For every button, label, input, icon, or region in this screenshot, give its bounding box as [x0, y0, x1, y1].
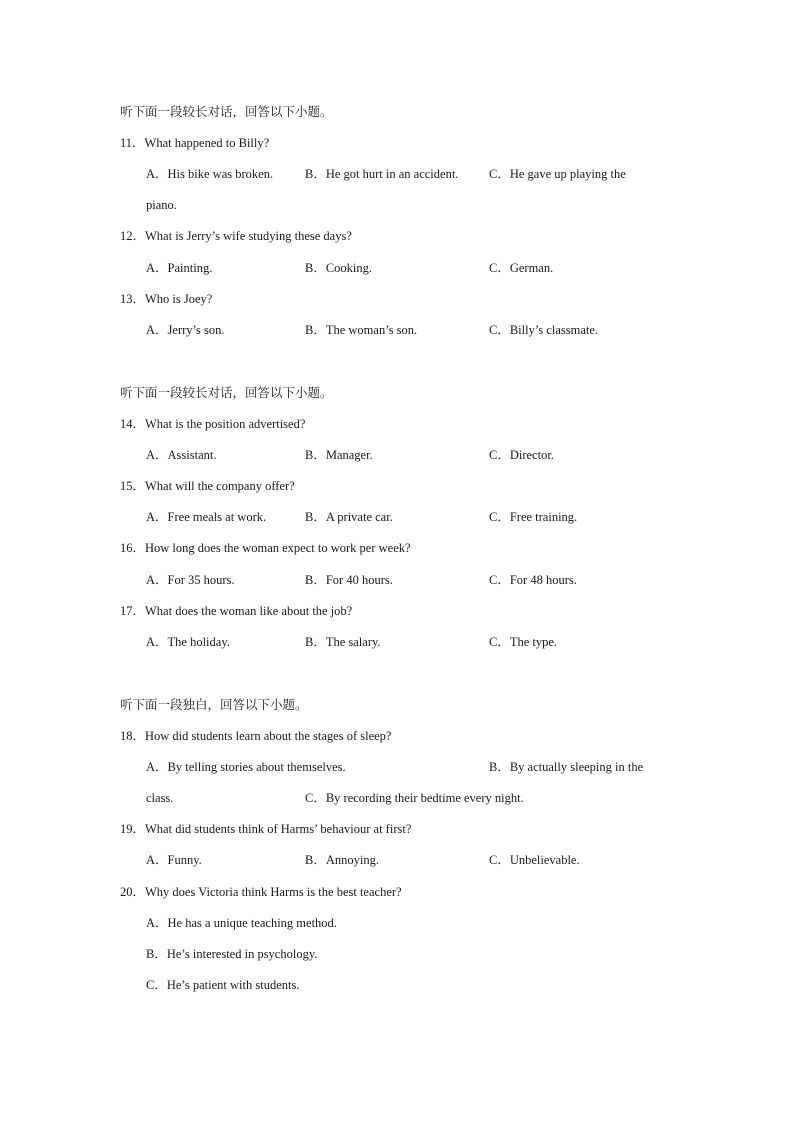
- option-b: B．Manager.: [305, 448, 373, 462]
- question-stem: 11．What happened to Billy?: [120, 136, 270, 150]
- question-stem: 20．Why does Victoria think Harms is the best teacher?: [120, 885, 402, 899]
- question-stem: 17．What does the woman like about the job?: [120, 604, 353, 618]
- option-b: B．The woman’s son.: [305, 323, 418, 337]
- option-b: B．The salary.: [305, 635, 381, 649]
- option-c: C．Unbelievable.: [489, 853, 580, 867]
- question-stem: 19．What did students think of Harms’ behaviour at first?: [120, 822, 412, 836]
- question-stem: 14．What is the position advertised?: [120, 417, 306, 431]
- option-a: A．Jerry’s son.: [146, 323, 225, 337]
- option-c: C．The type.: [489, 635, 558, 649]
- question-stem: 18．How did students learn about the stages of sleep?: [120, 729, 392, 743]
- option-c: C．Director.: [489, 448, 554, 462]
- section-heading: 听下面一段独白，回答以下小题。: [120, 698, 308, 712]
- option-a: A．He has a unique teaching method.: [146, 916, 337, 930]
- option-c: C．He gave up playing the: [489, 167, 626, 181]
- option-c: C．He’s patient with students.: [146, 978, 300, 992]
- option-a: A．Assistant.: [146, 448, 217, 462]
- option-a: A．Painting.: [146, 261, 213, 275]
- option-b: B．By actually sleeping in the: [489, 760, 644, 774]
- question-stem: 15．What will the company offer?: [120, 479, 295, 493]
- option-c: C．Billy’s classmate.: [489, 323, 599, 337]
- option-a: A．By telling stories about themselves.: [146, 760, 346, 774]
- section-heading: 听下面一段较长对话，回答以下小题。: [120, 105, 333, 119]
- question-stem: 12．What is Jerry’s wife studying these days?: [120, 229, 352, 243]
- option-b: B．For 40 hours.: [305, 573, 393, 587]
- option-continuation: class.: [146, 791, 174, 805]
- option-b: B．He’s interested in psychology.: [146, 947, 318, 961]
- question-stem: 13．Who is Joey?: [120, 292, 213, 306]
- section-heading: 听下面一段较长对话，回答以下小题。: [120, 386, 333, 400]
- option-a: A．His bike was broken.: [146, 167, 274, 181]
- option-b: B．A private car.: [305, 510, 393, 524]
- option-a: A．For 35 hours.: [146, 573, 235, 587]
- option-continuation: piano.: [146, 198, 177, 212]
- option-c: C．Free training.: [489, 510, 578, 524]
- option-c: C．German.: [489, 261, 554, 275]
- option-a: A．The holiday.: [146, 635, 230, 649]
- option-c: C．For 48 hours.: [489, 573, 577, 587]
- option-b: B．Annoying.: [305, 853, 379, 867]
- option-a: A．Free meals at work.: [146, 510, 267, 524]
- option-b: B．He got hurt in an accident.: [305, 167, 459, 181]
- option-c: C．By recording their bedtime every night.: [305, 791, 524, 805]
- option-a: A．Funny.: [146, 853, 202, 867]
- question-stem: 16．How long does the woman expect to work per week?: [120, 541, 411, 555]
- option-b: B．Cooking.: [305, 261, 373, 275]
